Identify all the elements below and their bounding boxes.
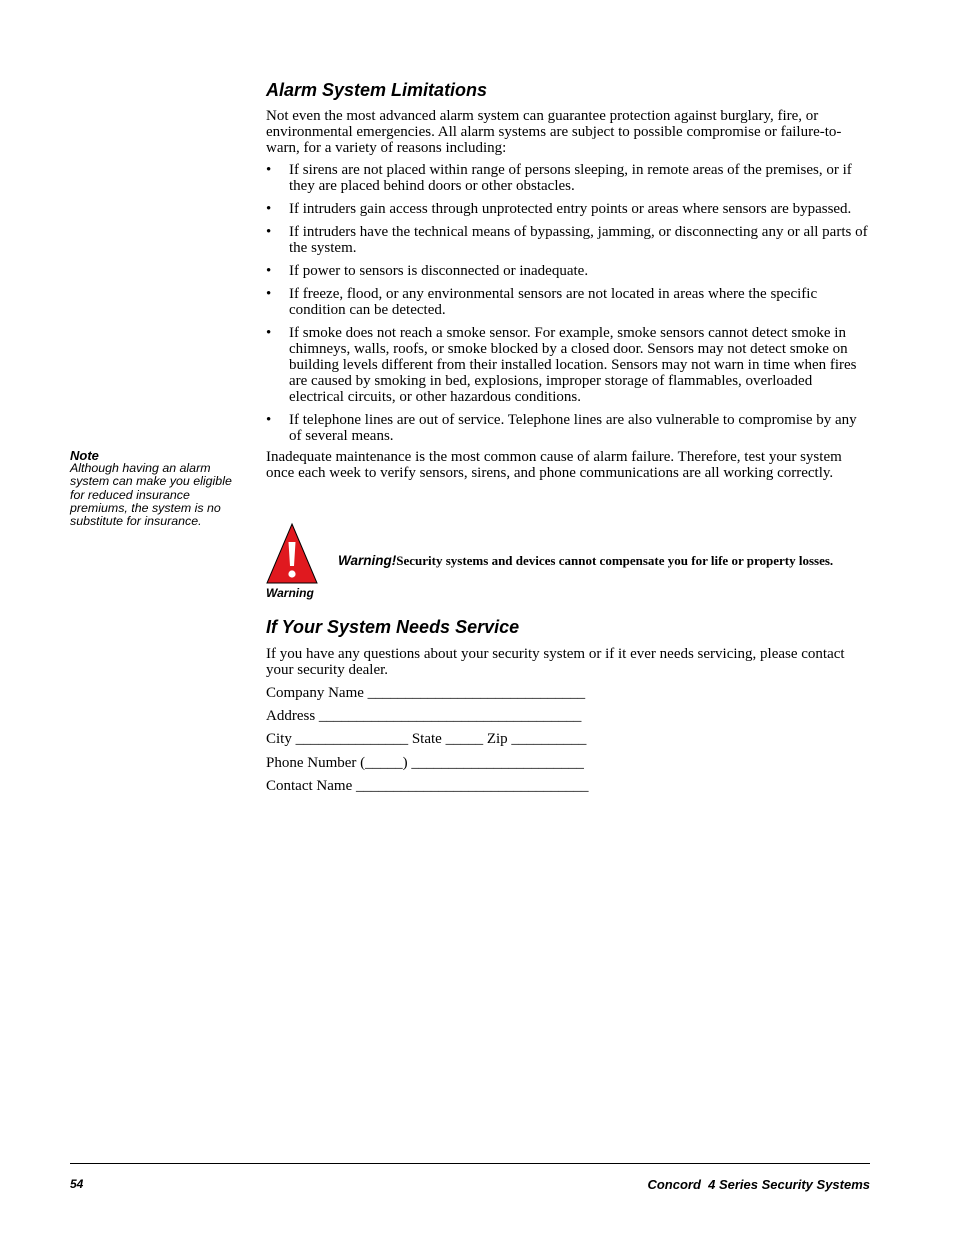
list-item bbox=[266, 286, 870, 318]
bullet-icon: • bbox=[266, 263, 272, 279]
section-title-limitations: Alarm System Limitations bbox=[266, 80, 488, 100]
footer-doc-title: Concord 4 Series Security Systems bbox=[647, 1177, 870, 1192]
note-text: Although having an alarm system can make you eligible for reduced insurance premiums, the system is no substitute for insurance. bbox=[70, 461, 232, 529]
list-item bbox=[266, 263, 870, 279]
footer-divider bbox=[70, 1163, 870, 1164]
address-line: Address ___________________________________ bbox=[266, 708, 582, 724]
bullet-icon: • bbox=[266, 224, 272, 240]
bullet-icon: • bbox=[266, 201, 272, 217]
warning-triangle-icon bbox=[266, 522, 318, 584]
warning-message bbox=[338, 553, 878, 569]
bullet-icon: • bbox=[266, 162, 272, 178]
bullet-icon: • bbox=[266, 325, 272, 341]
warning-caption: Warning bbox=[266, 586, 314, 600]
list-item bbox=[266, 412, 870, 444]
list-item-text: If intruders have the technical means of bypassing, jamming, or disconnecting any or all parts of the system. bbox=[289, 224, 868, 256]
list-item-text: If telephone lines are out of service. Telephone lines are also vulnerable to compromise by any of several means. bbox=[289, 412, 857, 444]
company-name-line: Company Name _____________________________ bbox=[266, 685, 586, 701]
margin-note bbox=[70, 449, 240, 528]
list-item bbox=[266, 224, 870, 256]
list-item-text: If freeze, flood, or any environmental sensors are not located in areas where the specific condition can be detected. bbox=[289, 286, 818, 318]
contact-name-line: Contact Name _______________________________ bbox=[266, 778, 589, 794]
limitations-intro: Not even the most advanced alarm system can guarantee protection against burglary, fire, or environmental emergencies. All alarm systems are subject to possible compromise or failure-to-warn, for a variety of reasons including: bbox=[266, 108, 842, 156]
list-item-text: If intruders gain access through unprotected entry points or areas where sensors are bypassed. bbox=[289, 201, 852, 217]
list-item bbox=[266, 201, 870, 217]
bullet-icon: • bbox=[266, 412, 272, 428]
list-item bbox=[266, 162, 870, 194]
note-title: Note bbox=[70, 448, 99, 463]
bullet-icon: • bbox=[266, 286, 272, 302]
list-item-text: If smoke does not reach a smoke sensor. For example, smoke sensors cannot detect smoke in chimneys, walls, roofs, or smoke blocked by a closed door. Sensors may not detect smoke on building levels different from their installed location. Sensors may not warn in time when fires are caused by smoking in bed, explosions, improper storage of flammables, overloaded electrical circuits, or other hazardous conditions. bbox=[289, 325, 857, 405]
city-state-zip-line: City _______________ State _____ Zip __________ bbox=[266, 731, 587, 747]
warning-text: Security systems and devices cannot compensate you for life or property losses. bbox=[396, 553, 834, 568]
list-item-text: If sirens are not placed within range of persons sleeping, in remote areas of the premises, or if they are placed behind doors or other obstacles. bbox=[289, 162, 852, 194]
service-intro: If you have any questions about your security system or if it ever needs servicing, please contact your security dealer. bbox=[266, 646, 845, 678]
page-number: 54 bbox=[70, 1177, 84, 1191]
phone-number-line: Phone Number (_____) _______________________ bbox=[266, 755, 584, 771]
limitations-list bbox=[266, 162, 870, 451]
section-title-service: If Your System Needs Service bbox=[266, 617, 520, 637]
list-item-text: If power to sensors is disconnected or inadequate. bbox=[289, 263, 589, 279]
warning-label: Warning! bbox=[338, 553, 397, 568]
list-item bbox=[266, 325, 870, 405]
maintenance-paragraph: Inadequate maintenance is the most common cause of alarm failure. Therefore, test your system once each week to verify sensors, sirens, and phone communications are all working correctly. bbox=[266, 449, 842, 481]
